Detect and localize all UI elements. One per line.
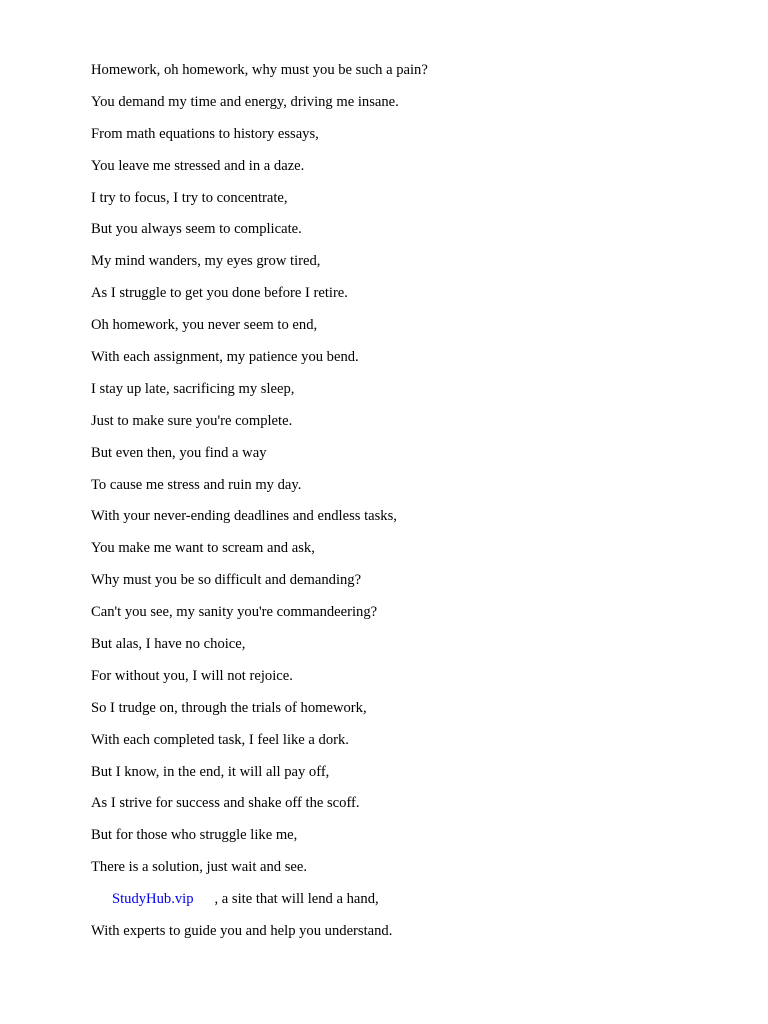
poem-line-final: With experts to guide you and help you understand. <box>91 923 393 940</box>
poem-line: I stay up late, sacrificing my sleep, <box>91 380 295 397</box>
poem-line: With your never-ending deadlines and endless tasks, <box>91 508 397 525</box>
poem-line: As I struggle to get you done before I retire. <box>91 285 348 302</box>
poem-body <box>91 58 731 951</box>
poem-line: Why must you be so difficult and demanding? <box>91 572 362 589</box>
poem-line: But alas, I have no choice, <box>91 636 246 653</box>
link-line-text: , a site that will lend a hand, <box>214 891 379 908</box>
poem-line: For without you, I will not rejoice. <box>91 667 293 684</box>
poem-line: Just to make sure you're complete. <box>91 412 293 429</box>
poem-line: From math equations to history essays, <box>91 125 319 142</box>
poem-line: You make me want to scream and ask, <box>91 540 315 557</box>
poem-line: To cause me stress and ruin my day. <box>91 476 302 493</box>
poem-line: You leave me stressed and in a daze. <box>91 157 305 174</box>
poem-line: But for those who struggle like me, <box>91 827 298 844</box>
poem-line: So I trudge on, through the trials of homework, <box>91 699 367 716</box>
poem-line: Can't you see, my sanity you're commandeering? <box>91 604 378 621</box>
poem-line: Oh homework, you never seem to end, <box>91 317 318 334</box>
poem-line: I try to focus, I try to concentrate, <box>91 189 288 206</box>
poem-line: There is a solution, just wait and see. <box>91 859 308 876</box>
poem-line: Homework, oh homework, why must you be such a pain? <box>91 62 428 78</box>
poem-line-with-link <box>91 887 731 919</box>
poem-line: But I know, in the end, it will all pay off, <box>91 763 330 780</box>
poem-line: But even then, you find a way <box>91 444 267 461</box>
poem-line: With each assignment, my patience you bend. <box>91 349 359 366</box>
poem-line: You demand my time and energy, driving me insane. <box>91 93 399 110</box>
poem-line: My mind wanders, my eyes grow tired, <box>91 253 321 270</box>
poem-line: As I strive for success and shake off the scoff. <box>91 795 360 812</box>
poem-line: With each completed task, I feel like a dork. <box>91 731 349 748</box>
studyhub-link[interactable]: StudyHub.vip <box>112 891 194 908</box>
poem-line: But you always seem to complicate. <box>91 221 302 238</box>
